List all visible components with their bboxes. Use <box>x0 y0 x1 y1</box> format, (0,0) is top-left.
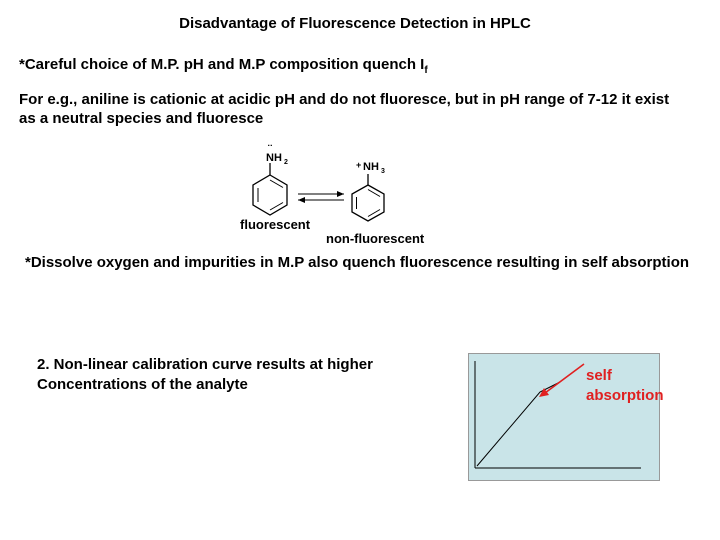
annotation-arrow <box>536 362 586 402</box>
point-quench-text: *Careful choice of M.P. pH and M.P composition quench I <box>19 56 425 73</box>
equilibrium-arrows <box>298 191 344 203</box>
cation-charge: + <box>356 160 362 170</box>
ammonium-group-label: NH <box>363 161 379 173</box>
ammonium-group-subscript: 3 <box>381 168 385 175</box>
intensity-subscript: f <box>424 65 428 76</box>
aniline-equilibrium-diagram <box>232 144 442 248</box>
point-oxygen-quench: *Dissolve oxygen and impurities in M.P also quench fluorescence resulting in self absorption <box>25 254 690 271</box>
point-aniline-example: For e.g., aniline is cationic at acidic pH and do not fluoresce, but in pH range of 7-12 it exist as a neutral species and fluoresce <box>19 91 670 127</box>
lone-pair-dots: ¨ <box>268 144 272 156</box>
point-nonlinear-calibration: 2. Non-linear calibration curve results at higher Concentrations of the analyte <box>37 356 373 393</box>
self-absorption-line1: self <box>586 367 612 384</box>
self-absorption-line2: absorption <box>586 387 664 404</box>
anilinium-cation-structure <box>352 160 385 221</box>
amine-group-label: NH <box>266 152 282 164</box>
slide-title: Disadvantage of Fluorescence Detection in HPLC <box>179 15 531 32</box>
fluorescent-label: fluorescent <box>240 217 311 232</box>
point-quench-mobile-phase <box>19 56 428 76</box>
amine-group-subscript: 2 <box>284 159 288 166</box>
aniline-neutral-structure <box>253 144 288 215</box>
self-absorption-label <box>586 366 664 406</box>
non-fluorescent-label: non-fluorescent <box>326 231 425 246</box>
